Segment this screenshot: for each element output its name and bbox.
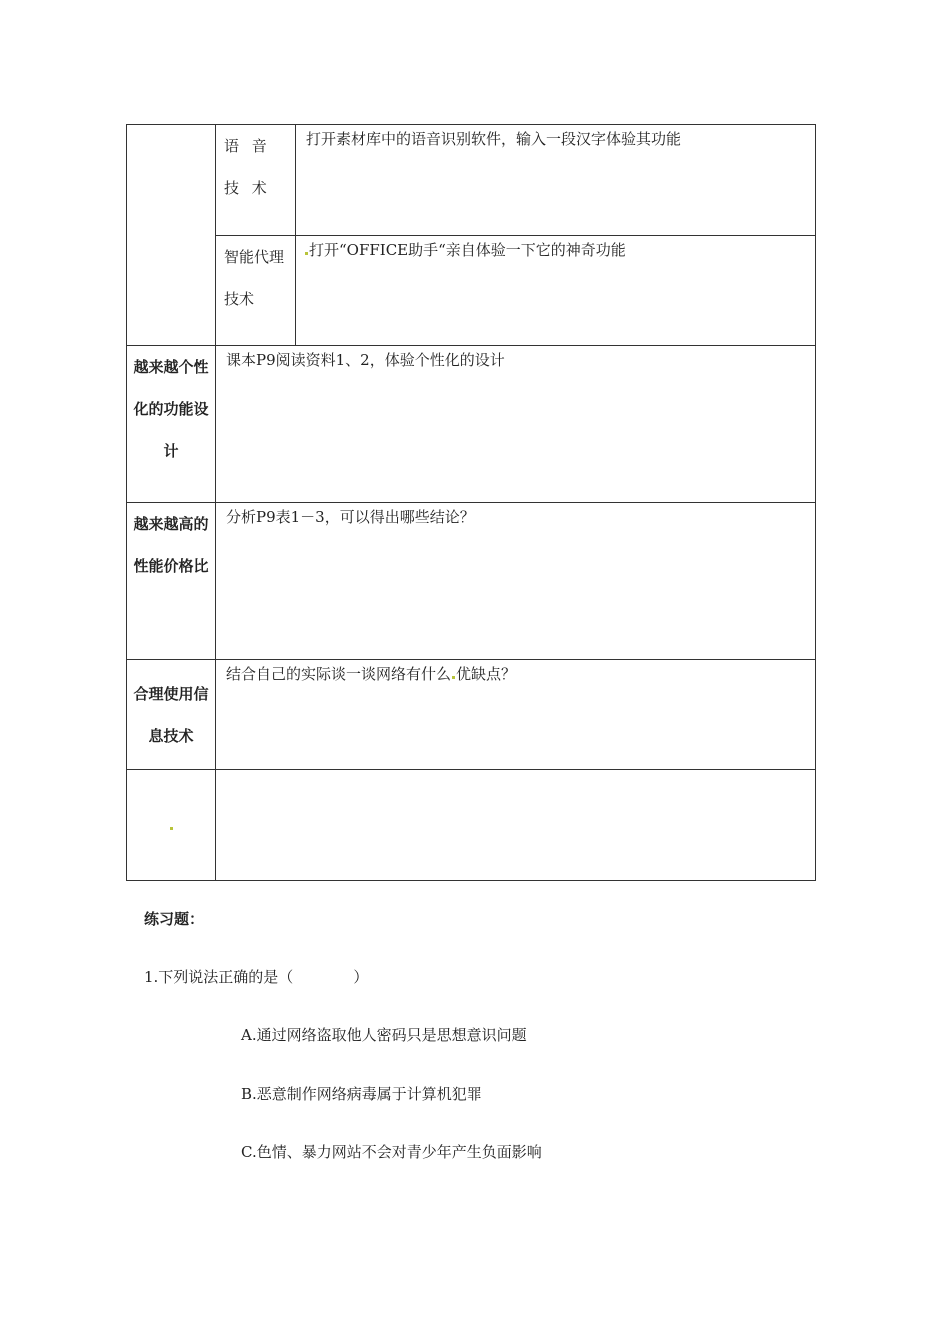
content-proper-use-a: 结合自己的实际谈一谈网络有什么 (226, 665, 452, 683)
table-row (127, 125, 816, 236)
marker-dot (452, 676, 455, 679)
row-label-cell (127, 660, 216, 770)
table-row (127, 660, 816, 770)
content-proper-use-b: 优缺点？ (456, 665, 517, 683)
content-cell (216, 503, 816, 660)
content-agent: 打开“OFFICE助手“亲自体验一下它的神奇功能 (309, 241, 626, 259)
option-a: A.通过网络盗取他人密码只是思想意识问题 (241, 1026, 527, 1044)
content-cell (296, 236, 816, 346)
content-cell (296, 125, 816, 236)
row-label-price-performance: 越来越高的性能价格比 (133, 515, 209, 575)
table-row (127, 503, 816, 660)
sub-label-speech: 语 音 技 术 (224, 137, 271, 197)
option-b: B.恶意制作网络病毒属于计算机犯罪 (241, 1085, 482, 1103)
row-label-cell (127, 346, 216, 503)
lesson-table (126, 124, 816, 881)
row-label-proper-use: 合理使用信息技术 (133, 684, 209, 745)
content-cell (216, 660, 816, 770)
content-price-performance: 分析P9表1－3，可以得出哪些结论？ (226, 508, 475, 526)
row-label-cell-empty (127, 125, 216, 346)
row-label-personalized: 越来越个性化的功能设计 (133, 358, 209, 460)
table-row (127, 346, 816, 503)
exercise-heading: 练习题： (144, 910, 205, 928)
sub-label-agent: 智能代理技术 (224, 248, 285, 308)
sub-label-cell (216, 236, 296, 346)
content-cell (216, 346, 816, 503)
table-row (127, 770, 816, 881)
marker-dot (305, 252, 308, 255)
row-label-cell-empty (127, 770, 216, 881)
marker-dot (170, 827, 173, 830)
content-speech: 打开素材库中的语音识别软件，输入一段汉字体验其功能 (306, 130, 682, 148)
content-personalized: 课本P9阅读资料1、2，体验个性化的设计 (226, 351, 505, 369)
content-cell-empty (216, 770, 816, 881)
table-row (127, 236, 816, 346)
row-label-cell (127, 503, 216, 660)
sub-label-cell (216, 125, 296, 236)
question-1: 1.下列说法正确的是（ ） (144, 968, 369, 986)
option-c: C.色情、暴力网站不会对青少年产生负面影响 (241, 1143, 542, 1161)
